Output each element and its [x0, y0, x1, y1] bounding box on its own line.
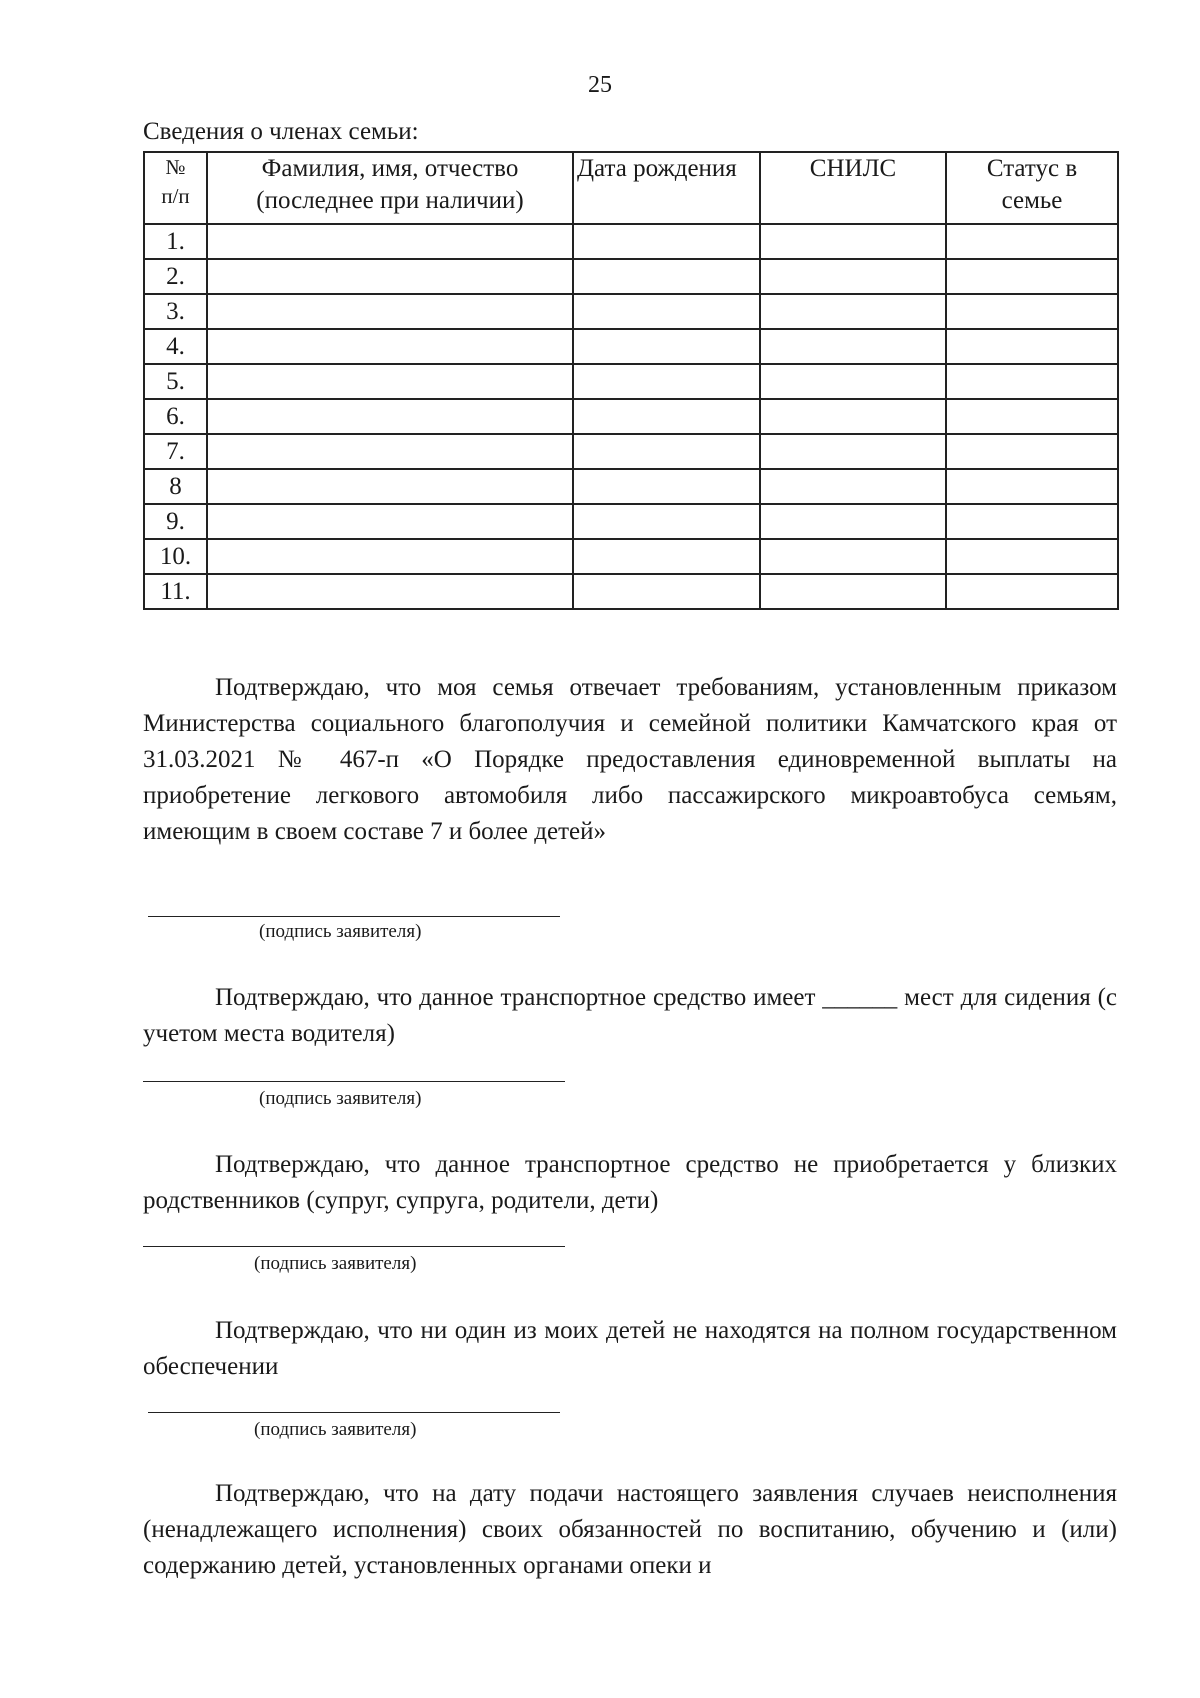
header-family-status-line2: семье [1001, 187, 1063, 214]
status-cell[interactable] [946, 574, 1118, 609]
table-body [144, 224, 1118, 609]
row-number: 1. [144, 224, 207, 259]
snils-cell[interactable] [760, 259, 946, 294]
signature-line-3[interactable] [143, 1246, 565, 1247]
birth-date-cell[interactable] [573, 399, 760, 434]
confirmation-not-from-relatives: Подтверждаю, что данное транспортное средство не приобретается у близких родственников (супруг, супруга, родители, дети) [143, 1151, 1117, 1214]
birth-date-cell[interactable] [573, 224, 760, 259]
header-full-name-line2: (последнее при наличии) [256, 187, 524, 214]
signature-line-1[interactable] [148, 916, 560, 917]
name-cell[interactable] [207, 329, 573, 364]
snils-cell[interactable] [760, 434, 946, 469]
table-row [144, 329, 1118, 364]
snils-cell[interactable] [760, 574, 946, 609]
row-number: 4. [144, 329, 207, 364]
header-number [144, 152, 207, 224]
signature-caption-3: (подпись заявителя) [254, 1253, 417, 1274]
header-full-name-line1: Фамилия, имя, отчество [261, 155, 519, 182]
signature-caption-4: (подпись заявителя) [254, 1419, 417, 1440]
table-row [144, 504, 1118, 539]
header-family-status [946, 152, 1118, 224]
snils-cell[interactable] [760, 504, 946, 539]
status-cell[interactable] [946, 259, 1118, 294]
row-number: 8 [144, 469, 207, 504]
birth-date-cell[interactable] [573, 504, 760, 539]
row-number: 7. [144, 434, 207, 469]
confirmation-requirements: Подтверждаю, что моя семья отвечает требованиям, установленным приказом Министерства социального благополучия и семейной политики Камчатского края от 31.03.2021 № 467-п «О Порядке предоставления единовременной выплаты на приобретение легкового автомобиля либо пассажирского микроавтобуса семьям, имеющим в своем составе 7 и более детей» [143, 674, 1117, 845]
section-title: Сведения о членах семьи: [143, 118, 419, 145]
signature-line-2[interactable] [143, 1081, 565, 1082]
birth-date-cell[interactable] [573, 364, 760, 399]
status-cell[interactable] [946, 434, 1118, 469]
birth-date-cell[interactable] [573, 539, 760, 574]
status-cell[interactable] [946, 504, 1118, 539]
snils-cell[interactable] [760, 329, 946, 364]
birth-date-cell[interactable] [573, 259, 760, 294]
status-cell[interactable] [946, 294, 1118, 329]
name-cell[interactable] [207, 539, 573, 574]
row-number: 6. [144, 399, 207, 434]
birth-date-cell[interactable] [573, 574, 760, 609]
snils-cell[interactable] [760, 399, 946, 434]
snils-cell[interactable] [760, 539, 946, 574]
table-header-row [144, 152, 1118, 224]
status-cell[interactable] [946, 469, 1118, 504]
header-full-name [207, 152, 573, 224]
name-cell[interactable] [207, 364, 573, 399]
snils-cell[interactable] [760, 469, 946, 504]
row-number: 9. [144, 504, 207, 539]
table-row [144, 469, 1118, 504]
header-snils: СНИЛС [760, 152, 946, 224]
row-number: 3. [144, 294, 207, 329]
table-row [144, 539, 1118, 574]
family-members-table [143, 151, 1119, 610]
table-row [144, 399, 1118, 434]
confirmation-parental-duties: Подтверждаю, что на дату подачи настоящего заявления случаев неисполнения (ненадлежащего исполнения) своих обязанностей по воспитанию, обучению и (или) содержанию детей, установленных органами опеки и [143, 1480, 1117, 1579]
row-number: 11. [144, 574, 207, 609]
birth-date-cell[interactable] [573, 469, 760, 504]
snils-cell[interactable] [760, 294, 946, 329]
name-cell[interactable] [207, 469, 573, 504]
snils-cell[interactable] [760, 224, 946, 259]
name-cell[interactable] [207, 434, 573, 469]
table-row [144, 259, 1118, 294]
status-cell[interactable] [946, 399, 1118, 434]
table-row [144, 294, 1118, 329]
name-cell[interactable] [207, 294, 573, 329]
table-row [144, 224, 1118, 259]
confirmation-no-state-care: Подтверждаю, что ни один из моих детей не находятся на полном государственном обеспечении [143, 1317, 1117, 1380]
header-number-line1: № [165, 155, 186, 179]
name-cell[interactable] [207, 574, 573, 609]
name-cell[interactable] [207, 259, 573, 294]
birth-date-cell[interactable] [573, 294, 760, 329]
signature-line-4[interactable] [148, 1412, 560, 1413]
snils-cell[interactable] [760, 364, 946, 399]
row-number: 5. [144, 364, 207, 399]
name-cell[interactable] [207, 504, 573, 539]
name-cell[interactable] [207, 224, 573, 259]
status-cell[interactable] [946, 224, 1118, 259]
header-birth-date: Дата рождения [573, 152, 760, 224]
table-row [144, 574, 1118, 609]
birth-date-cell[interactable] [573, 329, 760, 364]
status-cell[interactable] [946, 329, 1118, 364]
header-family-status-line1: Статус в [986, 155, 1078, 182]
table-row [144, 364, 1118, 399]
status-cell[interactable] [946, 364, 1118, 399]
header-number-line2: п/п [161, 184, 190, 208]
status-cell[interactable] [946, 539, 1118, 574]
row-number: 10. [144, 539, 207, 574]
page-number: 25 [588, 72, 612, 98]
confirmation-seat-count: Подтверждаю, что данное транспортное средство имеет ______ мест для сидения (с учетом места водителя) [143, 984, 1117, 1047]
birth-date-cell[interactable] [573, 434, 760, 469]
name-cell[interactable] [207, 399, 573, 434]
signature-caption-1: (подпись заявителя) [259, 921, 422, 942]
row-number: 2. [144, 259, 207, 294]
table-row [144, 434, 1118, 469]
signature-caption-2: (подпись заявителя) [259, 1088, 422, 1109]
